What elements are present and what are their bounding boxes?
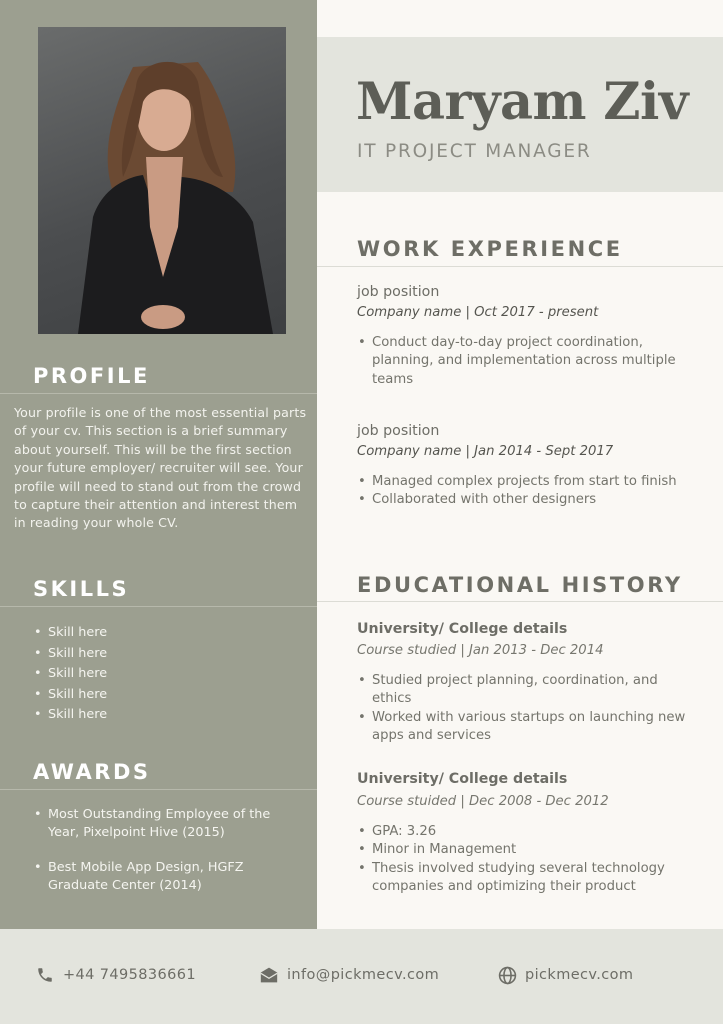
education-detail: • Minor in Management	[357, 841, 692, 859]
candidate-name: Maryam Ziv	[356, 72, 689, 132]
job-position: job position	[357, 423, 440, 439]
website-url: pickmecv.com	[525, 967, 634, 983]
education-heading: EDUCATIONAL HISTORY	[357, 573, 683, 597]
work-experience-heading: WORK EXPERIENCE	[357, 237, 623, 261]
skill-item: • Skill here	[34, 644, 107, 665]
profile-summary: Your profile is one of the most essential parts of your cv. This section is a brief summary about yourself. This will be the first section your future employer/ recruiter will see. Your profile will need to stand out from the crowd to capture their attention and interest them in reading your whole CV.	[14, 405, 307, 531]
email-address: info@pickmecv.com	[287, 967, 440, 983]
education-institution: University/ College details	[357, 621, 568, 637]
award-item: • Most Outstanding Employee of the Year, Pixelpoint Hive (2015)	[34, 806, 294, 843]
awards-divider	[0, 789, 317, 790]
skills-list	[34, 623, 107, 726]
phone-icon	[35, 965, 55, 985]
job-duties	[357, 473, 692, 510]
education-details	[357, 672, 692, 746]
profile-heading: PROFILE	[33, 364, 150, 388]
education-detail: • Studied project planning, coordination, and ethics	[357, 672, 692, 709]
skill-item: • Skill here	[34, 623, 107, 644]
skill-item: • Skill here	[34, 705, 107, 726]
phone-number: +44 7495836661	[63, 967, 197, 983]
profile-photo	[38, 27, 286, 334]
skills-divider	[0, 606, 317, 607]
education-details	[357, 823, 692, 897]
candidate-title: IT PROJECT MANAGER	[357, 141, 592, 162]
education-divider	[317, 601, 723, 602]
contact-website[interactable]	[497, 965, 633, 985]
contact-phone[interactable]	[35, 965, 196, 985]
job-duty: • Managed complex projects from start to finish	[357, 473, 692, 491]
education-institution: University/ College details	[357, 771, 568, 787]
award-item: • Best Mobile App Design, HGFZ Graduate Center (2014)	[34, 859, 294, 896]
globe-icon	[497, 965, 517, 985]
skills-heading: SKILLS	[33, 577, 130, 601]
awards-heading: AWARDS	[33, 760, 151, 784]
job-duty: • Collaborated with other designers	[357, 491, 692, 509]
awards-list	[34, 806, 294, 912]
portrait-illustration	[38, 27, 286, 334]
job-duty: • Conduct day-to-day project coordination, planning, and implementation across multiple teams	[357, 334, 692, 389]
job-duties	[357, 334, 692, 389]
education-detail: • Thesis involved studying several technology companies and optimizing their product	[357, 860, 692, 897]
education-detail: • Worked with various startups on launching new apps and services	[357, 709, 692, 746]
job-company-dates: Company name | Jan 2014 - Sept 2017	[357, 444, 614, 459]
education-course-dates: Course stuided | Dec 2008 - Dec 2012	[357, 794, 609, 809]
education-detail: • GPA: 3.26	[357, 823, 692, 841]
job-position: job position	[357, 284, 440, 300]
profile-divider	[0, 393, 317, 394]
envelope-icon	[259, 965, 279, 985]
job-company-dates: Company name | Oct 2017 - present	[357, 305, 599, 320]
contact-email[interactable]	[259, 965, 439, 985]
work-divider	[317, 266, 723, 267]
skill-item: • Skill here	[34, 664, 107, 685]
education-course-dates: Course studied | Jan 2013 - Dec 2014	[357, 643, 604, 658]
skill-item: • Skill here	[34, 685, 107, 706]
